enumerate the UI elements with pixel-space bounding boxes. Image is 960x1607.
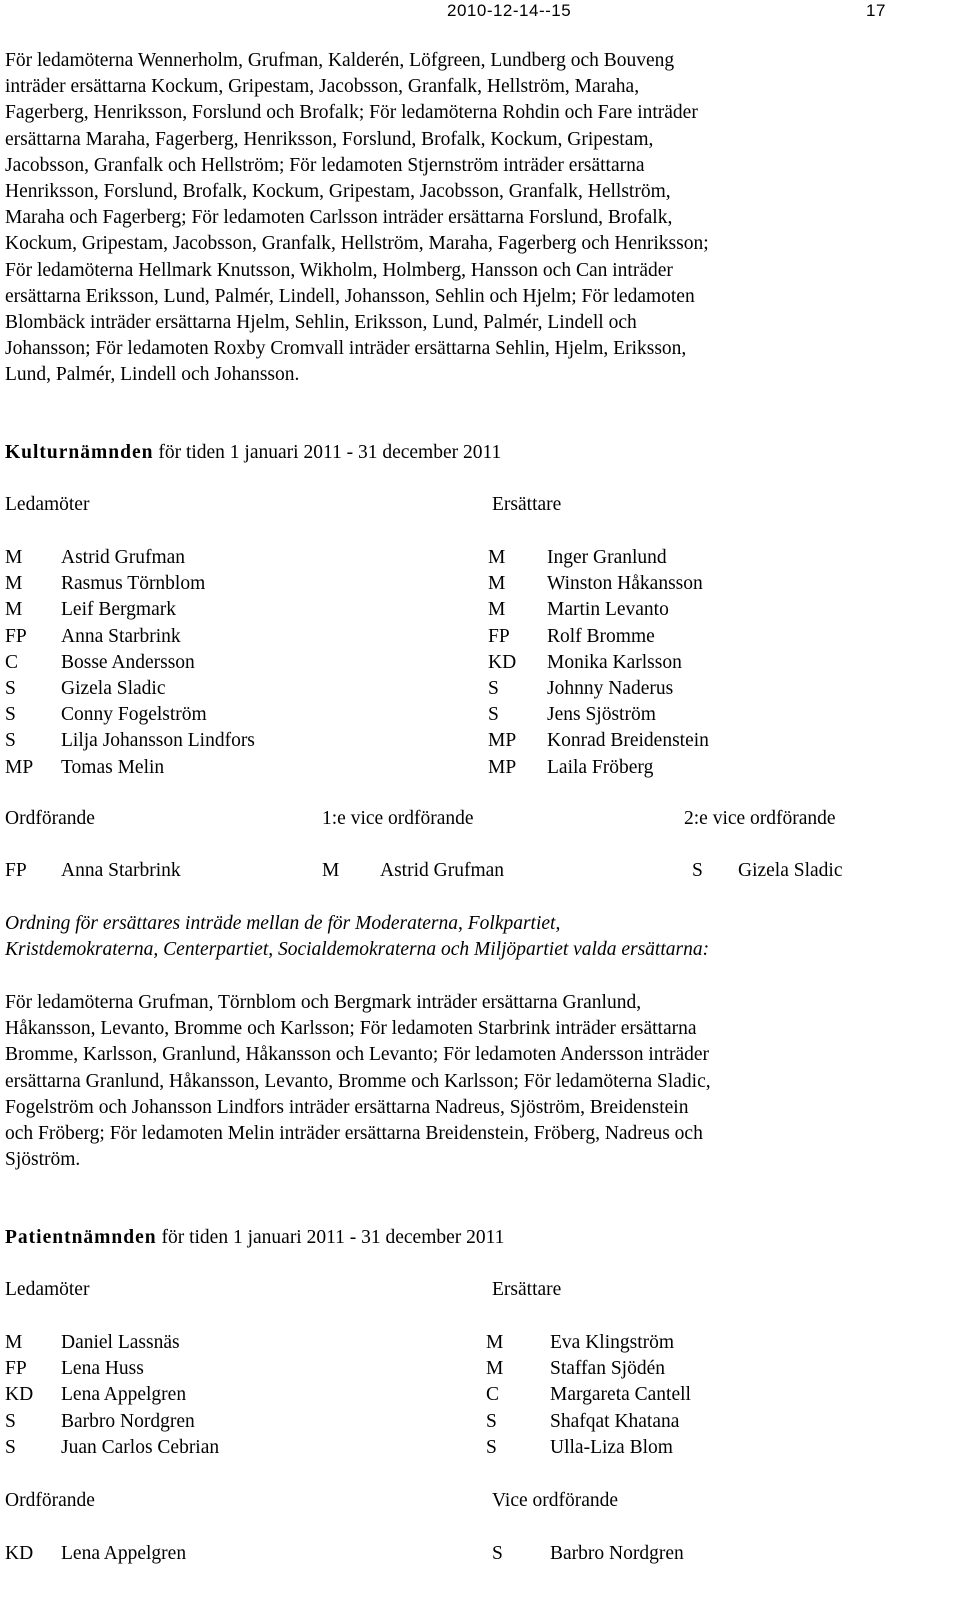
member-name: Juan Carlos Cebrian — [61, 1436, 220, 1458]
member-name: Astrid Grufman — [61, 547, 186, 568]
kultur-chair-label: Ordförande — [5, 808, 95, 829]
patient-vice-name: Barbro Nordgren — [550, 1543, 684, 1564]
deputy-party: S — [488, 704, 499, 726]
kultur-vice1-name: Astrid Grufman — [380, 860, 505, 881]
deputy-name: Laila Fröberg — [547, 756, 654, 778]
patient-section-title — [5, 1225, 504, 1251]
deputy-name: Johnny Naderus — [547, 678, 674, 699]
member-party: C — [5, 651, 19, 673]
member-party: M — [5, 1332, 23, 1353]
member-name: Barbro Nordgren — [61, 1410, 195, 1432]
member-party: S — [5, 1410, 16, 1432]
patient-period: för tiden 1 januari 2011 - 31 december 2011 — [156, 1227, 505, 1248]
member-name: Anna Starbrink — [61, 625, 181, 647]
page-number: 17 — [866, 1, 886, 20]
patient-row — [0, 1435, 940, 1461]
member-name: Daniel Lassnäs — [61, 1332, 180, 1353]
kultur-row — [0, 545, 940, 571]
kultur-title: Kulturnämnden — [5, 442, 154, 463]
kultur-row — [0, 755, 940, 781]
patient-members-header: Ledamöter — [5, 1279, 90, 1300]
text-line: Fagerberg, Henriksson, Forslund och Brofalk; För ledamöterna Rohdin och Fare inträder — [5, 102, 698, 124]
kultur-row — [0, 597, 940, 623]
kultur-chair-party: FP — [5, 860, 27, 881]
text-line: Maraha och Fagerberg; För ledamoten Carlsson inträder ersättarna Forslund, Brofalk, — [5, 207, 673, 229]
text-line: Bromme, Karlsson, Granlund, Håkansson och Levanto; För ledamoten Andersson inträder — [5, 1044, 710, 1066]
kultur-row — [0, 702, 940, 728]
patient-chair-label: Ordförande — [5, 1490, 95, 1511]
text-line: ersättarna Eriksson, Lund, Palmér, Lindell, Johansson, Sehlin och Hjelm; För ledamoten — [5, 285, 695, 307]
member-party: S — [5, 678, 16, 699]
deputy-party: MP — [488, 730, 517, 752]
intro-paragraph — [5, 48, 935, 389]
text-line: inträder ersättarna Kockum, Gripestam, Jacobsson, Granfalk, Hellström, Maraha, — [5, 76, 640, 98]
deputy-name: Jens Sjöström — [547, 704, 656, 726]
deputy-party: KD — [488, 651, 517, 673]
deputy-party: FP — [488, 625, 510, 647]
deputy-name: Staffan Sjödén — [550, 1358, 666, 1380]
deputy-name: Ulla-Liza Blom — [550, 1436, 673, 1458]
patient-row — [0, 1330, 940, 1356]
deputy-party: S — [486, 1436, 497, 1458]
kultur-deputies-header: Ersättare — [492, 494, 562, 515]
patient-row — [0, 1382, 940, 1408]
text-line: Ordning för ersättares inträde mellan de för Moderaterna, Folkpartiet, — [5, 913, 561, 934]
patient-title: Patientnämnden — [5, 1227, 157, 1248]
kultur-chair-name: Anna Starbrink — [61, 860, 181, 881]
deputy-name: Konrad Breidenstein — [547, 730, 709, 752]
text-line: Blombäck inträder ersättarna Hjelm, Sehlin, Eriksson, Lund, Palmér, Lindell och — [5, 312, 637, 334]
text-line: Lund, Palmér, Lindell och Johansson. — [5, 364, 300, 386]
deputy-party: MP — [488, 756, 517, 778]
kultur-section-title — [5, 440, 501, 466]
member-name: Lena Appelgren — [61, 1384, 187, 1406]
text-line: Håkansson, Levanto, Bromme och Karlsson; För ledamoten Starbrink inträder ersättarna — [5, 1018, 697, 1040]
kultur-order-paragraph — [5, 990, 935, 1173]
patient-chair-name: Lena Appelgren — [61, 1543, 187, 1564]
deputy-name: Monika Karlsson — [547, 651, 682, 673]
document-date: 2010-12-14--15 — [447, 1, 572, 20]
kultur-row — [0, 571, 940, 597]
deputy-party: C — [486, 1384, 500, 1406]
member-party: FP — [5, 625, 27, 647]
deputy-party: M — [488, 547, 506, 568]
kultur-vice2-label: 2:e vice ordförande — [684, 808, 836, 829]
patient-chair-party: KD — [5, 1543, 34, 1564]
patient-row — [0, 1356, 940, 1382]
kultur-order-heading — [5, 911, 935, 963]
member-name: Conny Fogelström — [61, 704, 207, 726]
member-party: S — [5, 1436, 16, 1458]
text-line: Kristdemokraterna, Centerpartiet, Socialdemokraterna och Miljöpartiet valda ersättarna: — [5, 939, 710, 961]
kultur-row — [0, 624, 940, 650]
text-line: Kockum, Gripestam, Jacobsson, Granfalk, Hellström, Maraha, Fagerberg och Henriksson; — [5, 233, 709, 255]
member-party: M — [5, 573, 23, 595]
member-name: Bosse Andersson — [61, 651, 195, 673]
text-line: För ledamöterna Grufman, Törnblom och Bergmark inträder ersättarna Granlund, — [5, 992, 642, 1013]
kultur-vice1-party: M — [322, 860, 340, 881]
member-name: Gizela Sladic — [61, 678, 166, 699]
deputy-party: M — [486, 1358, 504, 1380]
member-party: S — [5, 704, 16, 726]
deputy-party: M — [488, 599, 506, 621]
member-party: MP — [5, 756, 34, 778]
member-party: S — [5, 730, 16, 752]
member-name: Rasmus Törnblom — [61, 573, 206, 595]
deputy-name: Rolf Bromme — [547, 625, 655, 647]
text-line: Henriksson, Forslund, Brofalk, Kockum, Gripestam, Jacobsson, Granfalk, Hellström, — [5, 181, 671, 203]
kultur-period: för tiden 1 januari 2011 - 31 december 2011 — [153, 442, 502, 463]
deputy-party: M — [488, 573, 506, 595]
text-line: ersättarna Maraha, Fagerberg, Henriksson, Forslund, Brofalk, Kockum, Gripestam, — [5, 128, 654, 150]
text-line: ersättarna Granlund, Håkansson, Levanto, Bromme och Karlsson; För ledamöterna Sladic, — [5, 1070, 711, 1092]
text-line: Johansson; För ledamoten Roxby Cromvall inträder ersättarna Sehlin, Hjelm, Eriksson, — [5, 338, 687, 360]
deputy-name: Margareta Cantell — [550, 1384, 691, 1406]
member-party: M — [5, 599, 23, 621]
kultur-vice1-label: 1:e vice ordförande — [322, 808, 474, 829]
text-line: Fogelström och Johansson Lindfors inträder ersättarna Nadreus, Sjöström, Breidenstein — [5, 1096, 689, 1118]
patient-row — [0, 1409, 940, 1435]
text-line: Sjöström. — [5, 1149, 81, 1171]
member-name: Lena Huss — [61, 1358, 144, 1380]
member-name: Leif Bergmark — [61, 599, 176, 621]
text-line: För ledamöterna Wennerholm, Grufman, Kalderén, Löfgreen, Lundberg och Bouveng — [5, 50, 675, 71]
kultur-vice2-name: Gizela Sladic — [738, 860, 843, 881]
deputy-name: Inger Granlund — [547, 547, 667, 568]
text-line: För ledamöterna Hellmark Knutsson, Wikholm, Holmberg, Hansson och Can inträder — [5, 259, 673, 281]
patient-vice-label: Vice ordförande — [492, 1490, 619, 1511]
kultur-row — [0, 676, 940, 702]
kultur-vice2-party: S — [692, 860, 703, 881]
text-line: och Fröberg; För ledamoten Melin inträder ersättarna Breidenstein, Fröberg, Nadreus och — [5, 1123, 703, 1145]
patient-vice-party: S — [492, 1543, 503, 1564]
deputy-name: Winston Håkansson — [547, 573, 703, 595]
deputy-name: Shafqat Khatana — [550, 1410, 680, 1432]
deputy-name: Eva Klingström — [550, 1332, 675, 1353]
member-party: FP — [5, 1358, 27, 1380]
deputy-party: S — [488, 678, 499, 699]
patient-deputies-header: Ersättare — [492, 1279, 562, 1300]
deputy-name: Martin Levanto — [547, 599, 669, 621]
deputy-party: S — [486, 1410, 497, 1432]
kultur-members-header: Ledamöter — [5, 494, 90, 515]
kultur-row — [0, 650, 940, 676]
member-name: Lilja Johansson Lindfors — [61, 730, 255, 752]
text-line: Jacobsson, Granfalk och Hellström; För ledamoten Stjernström inträder ersättarna — [5, 154, 645, 176]
member-party: M — [5, 547, 23, 568]
member-party: KD — [5, 1384, 34, 1406]
member-name: Tomas Melin — [61, 756, 165, 778]
deputy-party: M — [486, 1332, 504, 1353]
kultur-row — [0, 728, 940, 754]
